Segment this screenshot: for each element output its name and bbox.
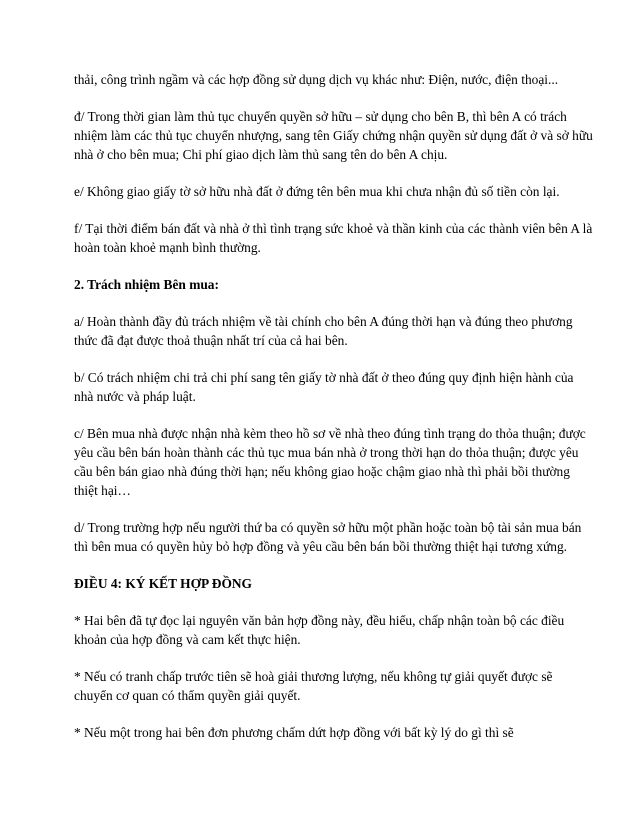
paragraph-e-no-title-delivery: e/ Không giao giấy tờ sở hữu nhà đất ở đứng tên bên mua khi chưa nhận đủ số tiền còn lại.: [74, 184, 560, 199]
paragraph-dispute-resolution: * Nếu có tranh chấp trước tiên sẽ hoà giải thương lượng, nếu không tự giải quyết được sẽ chuyển cơ quan có thẩm quyền giải quyết.: [74, 669, 553, 703]
paragraph-b-transfer-costs: b/ Có trách nhiệm chi trả chi phí sang tên giấy tờ nhà đất ở theo đúng quy định hiện hành của nhà nước và pháp luật.: [74, 370, 574, 404]
document-page: [74, 70, 594, 760]
section-heading-article-4: ĐIỀU 4: KÝ KẾT HỢP ĐỒNG: [74, 576, 252, 591]
paragraph-f-health-status: f/ Tại thời điểm bán đất và nhà ở thì tình trạng sức khoẻ và thần kinh của các thành viên bên A là hoàn toàn khoẻ mạnh bình thường.: [74, 221, 593, 255]
paragraph-d-third-party-rights: d/ Trong trường hợp nếu người thứ ba có quyền sở hữu một phần hoặc toàn bộ tài sản mua bán thì bên mua có quyền hủy bỏ hợp đồng và yêu cầu bên bán bồi thường thiệt hại tương xứng.: [74, 520, 582, 554]
paragraph-unilateral-termination: * Nếu một trong hai bên đơn phương chấm dứt hợp đồng với bất kỳ lý do gì thì sẽ: [74, 725, 514, 740]
paragraph-d-transfer-procedures: đ/ Trong thời gian làm thủ tục chuyển quyền sở hữu – sử dụng cho bên B, thì bên A có trách nhiệm làm các thủ tục chuyển nhượng, sang tên Giấy chứng nhận quyền sử dụng đất ở và sở hữu nhà ở cho bên mua; Chi phí giao dịch làm thủ sang tên do bên A chịu.: [74, 109, 593, 162]
section-heading-buyer-responsibility: 2. Trách nhiệm Bên mua:: [74, 277, 219, 292]
paragraph-c-receive-house: c/ Bên mua nhà được nhận nhà kèm theo hồ sơ về nhà theo đúng tình trạng do thỏa thuận; được yêu cầu bên bán hoàn thành các thủ tục mua bán nhà ở trong thời hạn do thỏa thuận; được yêu cầu bên bán giao nhà đúng thời hạn; nếu không giao hoặc chậm giao nhà thì phải bồi thường thiệt hại…: [74, 426, 586, 498]
paragraph-a-financial-obligation: a/ Hoàn thành đầy đủ trách nhiệm về tài chính cho bên A đúng thời hạn và đúng theo phương thức đã đạt được thoả thuận nhất trí của cả hai bên.: [74, 314, 573, 348]
paragraph-agreement-read: * Hai bên đã tự đọc lại nguyên văn bản hợp đồng này, đều hiểu, chấp nhận toàn bộ các điều khoản của hợp đồng và cam kết thực hiện.: [74, 613, 565, 647]
paragraph-utilities-continued: thải, công trình ngầm và các hợp đồng sử dụng dịch vụ khác như: Điện, nước, điện thoại...: [74, 72, 559, 87]
